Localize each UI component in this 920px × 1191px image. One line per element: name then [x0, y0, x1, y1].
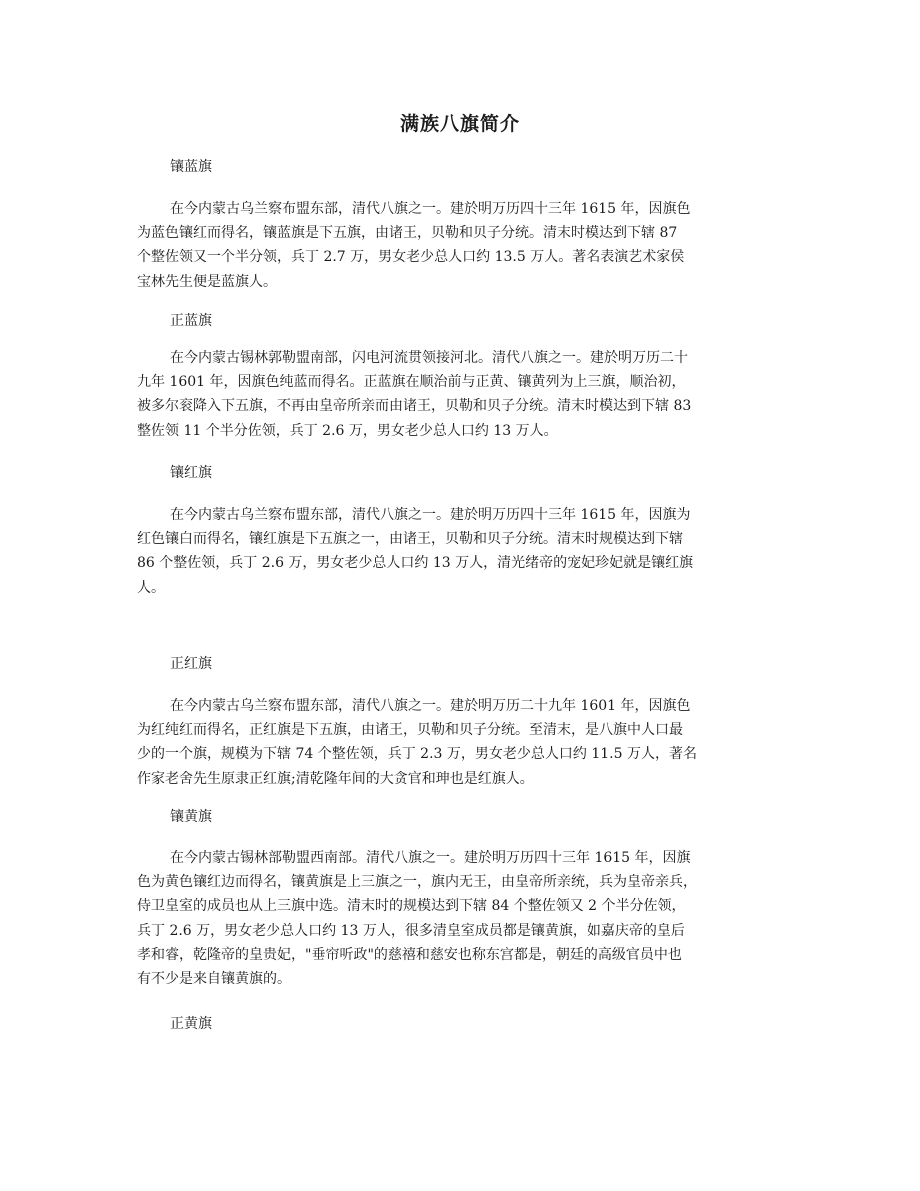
paragraph-line: 孝和睿，乾隆帝的皇贵妃，"垂帘听政"的慈禧和慈安也称东宫都是，朝廷的高级官员中也 — [137, 946, 682, 963]
paragraph-line: 86 个整佐领，兵丁 2.6 万，男女老少总人口约 13 万人，清光绪帝的宠妃珍妃就是镶红旗 — [137, 555, 694, 572]
paragraph-line: 个整佐领又一个半分领，兵丁 2.7 万，男女老少总人口约 13.5 万人。著名表演艺术家侯 — [137, 249, 685, 266]
paragraph-line: 兵丁 2.6 万，男女老少总人口约 13 万人，很多清皇室成员都是镶黄旗，如嘉庆帝的皇后 — [137, 922, 685, 939]
paragraph-line: 在今内蒙古乌兰察布盟东部，清代八旗之一。建於明万历四十三年 1615 年，因旗色 — [170, 201, 691, 217]
section-paragraph-xianghong — [137, 503, 797, 600]
section-heading-zhenghong: 正红旗 — [170, 656, 212, 672]
paragraph-line: 在今内蒙古乌兰察布盟东部，清代八旗之一。建於明万历四十三年 1615 年，因旗为 — [170, 507, 691, 523]
paragraph-line: 被多尔衮降入下五旗，不再由皇帝所亲而由诸王，贝勒和贝子分统。清末时模达到下辖 83 — [137, 398, 692, 415]
section-heading-xianghuang: 镶黄旗 — [170, 809, 212, 825]
section-heading-zhenghuang: 正黄旗 — [170, 1016, 212, 1032]
section-paragraph-zhenglan — [137, 346, 797, 443]
paragraph-line: 作家老舍先生原隶正红旗;清乾隆年间的大贪官和珅也是红旗人。 — [137, 770, 534, 787]
paragraph-line: 有不少是来自镶黄旗的。 — [137, 971, 291, 988]
section-paragraph-xianghuang — [137, 846, 797, 991]
paragraph-line: 红色镶白而得名，镶红旗是下五旗之一，由诸王，贝勒和贝子分统。清末时规模达到下辖 — [137, 531, 683, 548]
section-heading-xianglan: 镶蓝旗 — [170, 159, 212, 175]
paragraph-line: 少的一个旗，规模为下辖 74 个整佐领，兵丁 2.3 万，男女老少总人口约 11.5 万人，著名 — [137, 746, 697, 763]
section-paragraph-zhenghong — [137, 694, 797, 791]
document-title: 满族八旗简介 — [399, 113, 520, 135]
paragraph-line: 在今内蒙古锡林郭勒盟南部，闪电河流贯领接河北。清代八旗之一。建於明万历二十 — [170, 350, 688, 366]
paragraph-line: 为红纯红而得名，正红旗是下五旗，由诸王，贝勒和贝子分统。至清末，是八旗中人口最 — [137, 722, 683, 739]
section-paragraph-xianglan — [137, 197, 797, 294]
paragraph-line: 整佐领 11 个半分佐领，兵丁 2.6 万，男女老少总人口约 13 万人。 — [137, 422, 558, 439]
section-heading-xianghong: 镶红旗 — [170, 465, 212, 481]
paragraph-line: 九年 1601 年，因旗色纯蓝而得名。正蓝旗在顺治前与正黄、镶黄列为上三旗，顺治初， — [137, 374, 686, 391]
paragraph-line: 人。 — [137, 579, 165, 596]
paragraph-line: 宝林先生便是蓝旗人。 — [137, 273, 277, 290]
paragraph-line: 在今内蒙古锡林部勒盟西南部。清代八旗之一。建於明万历四十三年 1615 年，因旗 — [170, 850, 691, 866]
section-heading-zhenglan: 正蓝旗 — [170, 313, 212, 329]
paragraph-line: 侍卫皇室的成员也从上三旗中选。清末时的规模达到下辖 84 个整佐领又 2 个半分佐领， — [137, 898, 686, 915]
paragraph-line: 为蓝色镶红而得名，镶蓝旗是下五旗，由诸王，贝勒和贝子分统。清末时模达到下辖 87 — [137, 225, 678, 242]
paragraph-line: 在今内蒙古乌兰察布盟东部，清代八旗之一。建於明万历二十九年 1601 年，因旗色 — [170, 698, 691, 714]
paragraph-line: 色为黄色镶红边而得名，镶黄旗是上三旗之一，旗内无王，由皇帝所亲统，兵为皇帝亲兵， — [137, 874, 697, 891]
